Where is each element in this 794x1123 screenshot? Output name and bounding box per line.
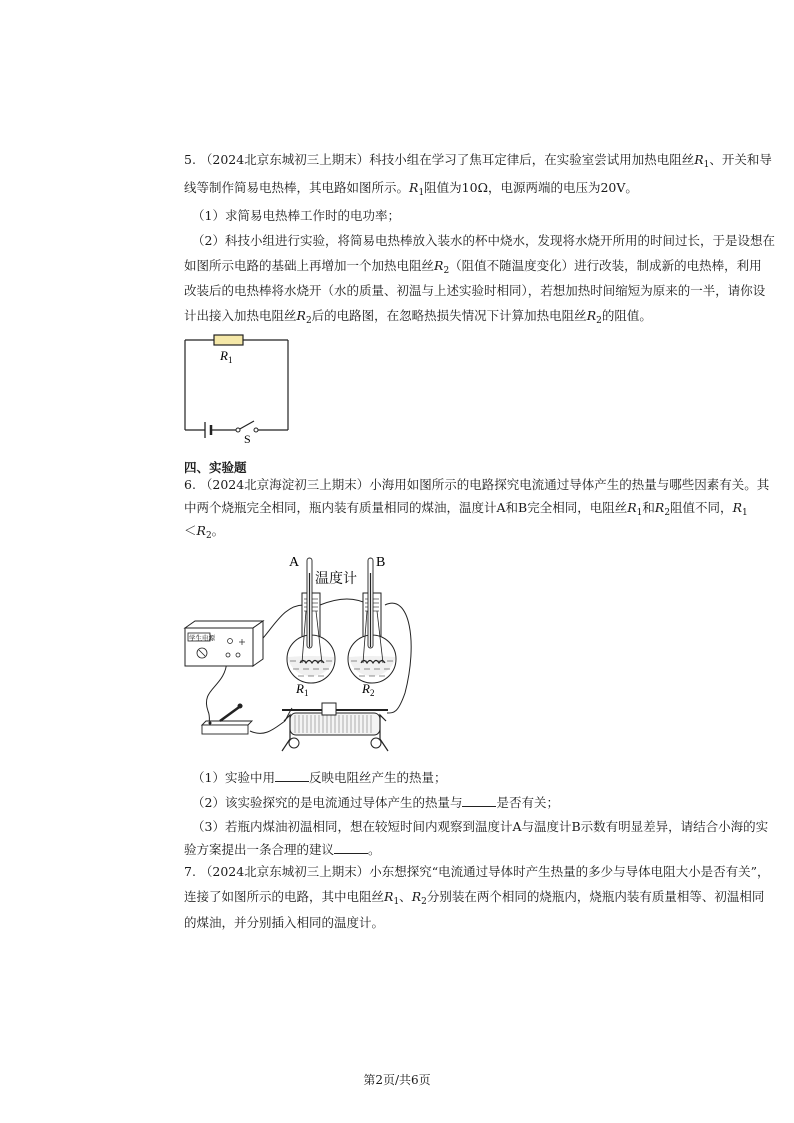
q5-part-2-line-3: 改装后的电热棒将水烧开（水的质量、初温与上述实验时相同），若想加热时间缩短为原来的一半，请你设 [184,283,766,298]
power-supply [185,621,263,666]
wire-power-to-switch [206,661,227,725]
switch-contact [254,428,258,432]
q6-line-2: 中两个烧瓶完全相同，瓶内装有质量相同的煤油，温度计A和B完全相同，电阻丝$R_1$和$R_2$阻值不同，$R_1$ [184,500,748,518]
q5-part-2-line-2: 如图所示电路的基础上再增加一个加热电阻丝$R_2$（阻值不随温度变化）进行改装，制成新的电热棒，利用 [184,258,762,276]
thermometer-a [307,558,312,648]
q5-part-2-line-1: （2）科技小组进行实验，将简易电热棒放入装水的杯中烧水，发现将水烧开所用的时间过长，于是设想在 [192,233,775,248]
section-heading: 四、实验题 [184,460,247,475]
rheostat-slider [322,703,336,715]
resistor-r1-label: $R_1$ [220,348,233,365]
q5-part-2-line-4: 计出接入加热电阻丝$R_2$后的电路图，在忽略热损失情况下计算加热电阻丝$R_2$的阻值。 [184,308,652,326]
q6-sub-3-line-2: 验方案提出一条合理的建议 。 [184,842,381,857]
thermometer-b-label: B [376,555,386,570]
power-terminal-minus [226,653,230,657]
resistor-r1-symbol [214,335,243,345]
q7-line-3: 的煤油，并分别插入相同的温度计。 [184,915,385,930]
q7-line-2: 连接了如图所示的电路，其中电阻丝$R_1$、$R_2$分别装在两个相同的烧瓶内，烧瓶内装有质量相等、初温相同 [184,889,765,907]
page-footer: 第2页/共6页 [363,1073,431,1087]
thermometer-a-label: A [289,555,300,570]
answer-blank-1[interactable] [275,769,309,782]
q5-part-1: （1）求简易电热棒工作时的电功率； [192,208,400,223]
switch-pivot [236,428,240,432]
flask-2-label: $R_2$ [362,681,375,698]
switch-label: S [244,432,251,446]
thermometer-label: 温度计 [315,572,357,587]
q5-circuit-diagram [180,330,295,446]
q5-line-1: 5. （2024北京东城初三上期末）科技小组在学习了焦耳定律后，在实验室尝试用加热电阻丝$R_1$、开关和导 [184,152,772,170]
answer-blank-3[interactable] [334,841,368,854]
q6-apparatus-diagram [180,543,440,758]
flask-1-label: $R_1$ [296,681,309,698]
thermometer-b [368,558,373,648]
power-supply-label: 学生电源 [189,635,215,642]
answer-blank-2[interactable] [462,794,496,807]
q5-line-2: 线等制作简易电热棒，其电路如图所示。$R_1$阻值为10Ω，电源两端的电压为20V。 [184,180,638,198]
wire-switch-to-rheostat [250,721,285,733]
q6-line-1: 6. （2024北京海淀初三上期末）小海用如图所示的电路探究电流通过导体产生的热量与哪些因素有关。其 [184,477,770,492]
power-terminal-plus [236,653,240,657]
q6-sub-3-line-1: （3）若瓶内煤油初温相同，想在较短时间内观察到温度计A与温度计B示数有明显差异，请结合小海的实 [192,819,769,834]
q6-line-3: $<R_2$。 [184,523,225,541]
q7-line-1: 7. （2024北京东城初三上期末）小东想探究“电流通过导体时产生热量的多少与导体电阻大小是否有关”， [184,864,770,879]
q6-sub-2: （2）该实验探究的是电流通过导体产生的热量与 是否有关； [192,795,559,810]
q6-sub-1: （1）实验中用 反映电阻丝产生的热量； [192,770,447,785]
rheostat [282,703,388,751]
